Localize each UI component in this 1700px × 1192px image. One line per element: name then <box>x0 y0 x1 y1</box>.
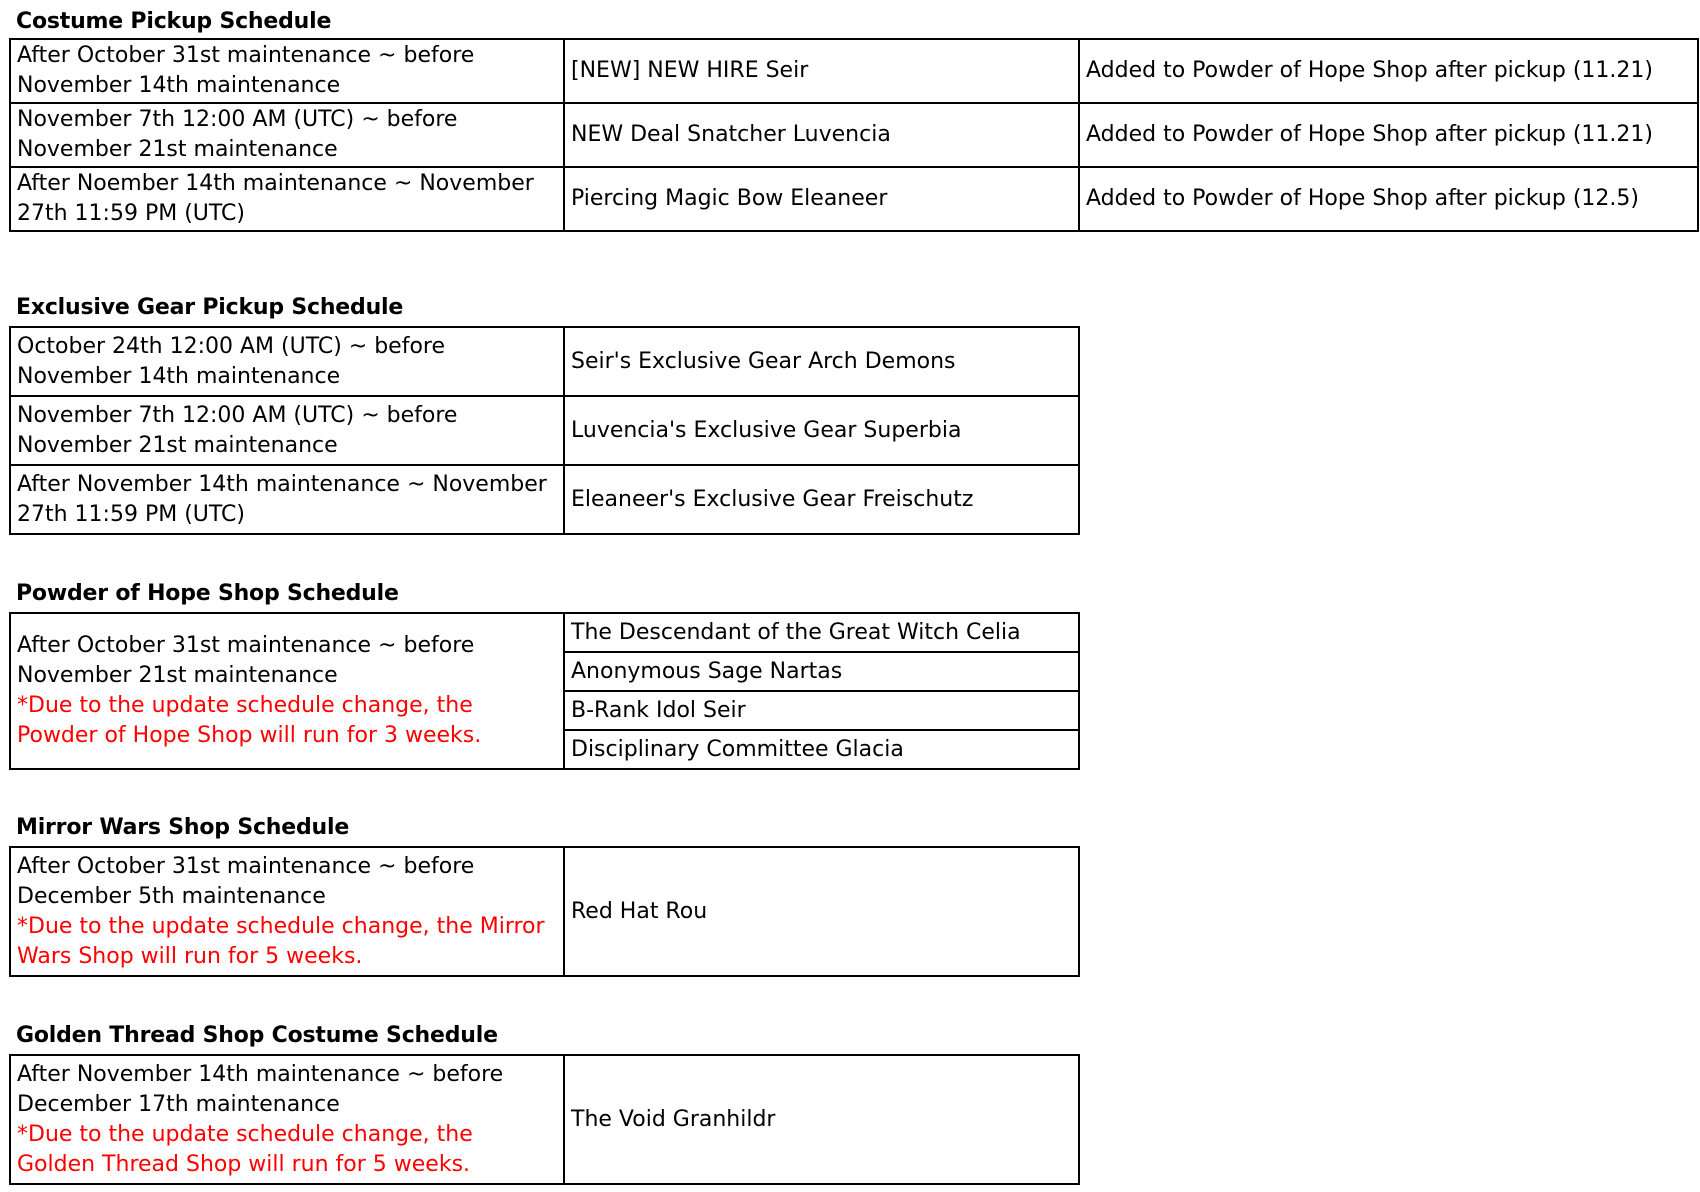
golden-table <box>9 1054 1080 1185</box>
item-cell: Piercing Magic Bow Eleaneer <box>564 167 1079 231</box>
table-row <box>10 613 1079 652</box>
hope-section-title: Powder of Hope Shop Schedule <box>16 581 399 606</box>
table-row <box>10 103 1698 167</box>
mirror-section-title: Mirror Wars Shop Schedule <box>16 815 350 840</box>
note-cell: Added to Powder of Hope Shop after pickup (12.5) <box>1079 167 1698 231</box>
costume-table <box>9 38 1699 232</box>
period-cell: After October 31st maintenance ~ before November 14th maintenance <box>10 39 564 103</box>
gear-section-title: Exclusive Gear Pickup Schedule <box>16 295 404 320</box>
item-cell: Red Hat Rou <box>564 847 1079 976</box>
item-cell: B-Rank Idol Seir <box>564 691 1079 730</box>
period-cell: After Noember 14th maintenance ~ November 27th 11:59 PM (UTC) <box>10 167 564 231</box>
schedule-note: *Due to the update schedule change, the Powder of Hope Shop will run for 3 weeks. <box>17 693 482 748</box>
item-cell: Anonymous Sage Nartas <box>564 652 1079 691</box>
gear-table <box>9 326 1080 535</box>
costume-section-title: Costume Pickup Schedule <box>16 9 332 34</box>
period-cell: October 24th 12:00 AM (UTC) ~ before November 14th maintenance <box>10 327 564 396</box>
period-cell: After November 14th maintenance ~ November 27th 11:59 PM (UTC) <box>10 465 564 534</box>
table-row <box>10 396 1079 465</box>
item-cell: Eleaneer's Exclusive Gear Freischutz <box>564 465 1079 534</box>
item-cell: NEW Deal Snatcher Luvencia <box>564 103 1079 167</box>
note-cell: Added to Powder of Hope Shop after pickup (11.21) <box>1079 39 1698 103</box>
note-cell: Added to Powder of Hope Shop after pickup (11.21) <box>1079 103 1698 167</box>
schedule-note: *Due to the update schedule change, the Golden Thread Shop will run for 5 weeks. <box>17 1121 473 1177</box>
period-cell <box>10 1055 564 1184</box>
table-row <box>10 465 1079 534</box>
item-cell: [NEW] NEW HIRE Seir <box>564 39 1079 103</box>
mirror-table <box>9 846 1080 977</box>
table-row <box>10 39 1698 103</box>
period-text: After November 14th maintenance ~ before December 17th maintenance <box>17 1061 504 1117</box>
schedule-note: *Due to the update schedule change, the Mirror Wars Shop will run for 5 weeks. <box>17 913 545 969</box>
period-cell <box>10 613 564 769</box>
item-cell: Disciplinary Committee Glacia <box>564 730 1079 769</box>
golden-section-title: Golden Thread Shop Costume Schedule <box>16 1023 498 1048</box>
item-cell: Luvencia's Exclusive Gear Superbia <box>564 396 1079 465</box>
item-cell: The Descendant of the Great Witch Celia <box>564 613 1079 652</box>
period-text: After October 31st maintenance ~ before December 5th maintenance <box>17 853 475 909</box>
period-cell: November 7th 12:00 AM (UTC) ~ before November 21st maintenance <box>10 396 564 465</box>
hope-table <box>9 612 1080 770</box>
table-row <box>10 1055 1079 1184</box>
table-row <box>10 847 1079 976</box>
item-cell: Seir's Exclusive Gear Arch Demons <box>564 327 1079 396</box>
table-row <box>10 167 1698 231</box>
item-cell: The Void Granhildr <box>564 1055 1079 1184</box>
period-cell: November 7th 12:00 AM (UTC) ~ before November 21st maintenance <box>10 103 564 167</box>
period-cell <box>10 847 564 976</box>
period-text: After October 31st maintenance ~ before November 21st maintenance <box>17 633 475 688</box>
table-row <box>10 327 1079 396</box>
